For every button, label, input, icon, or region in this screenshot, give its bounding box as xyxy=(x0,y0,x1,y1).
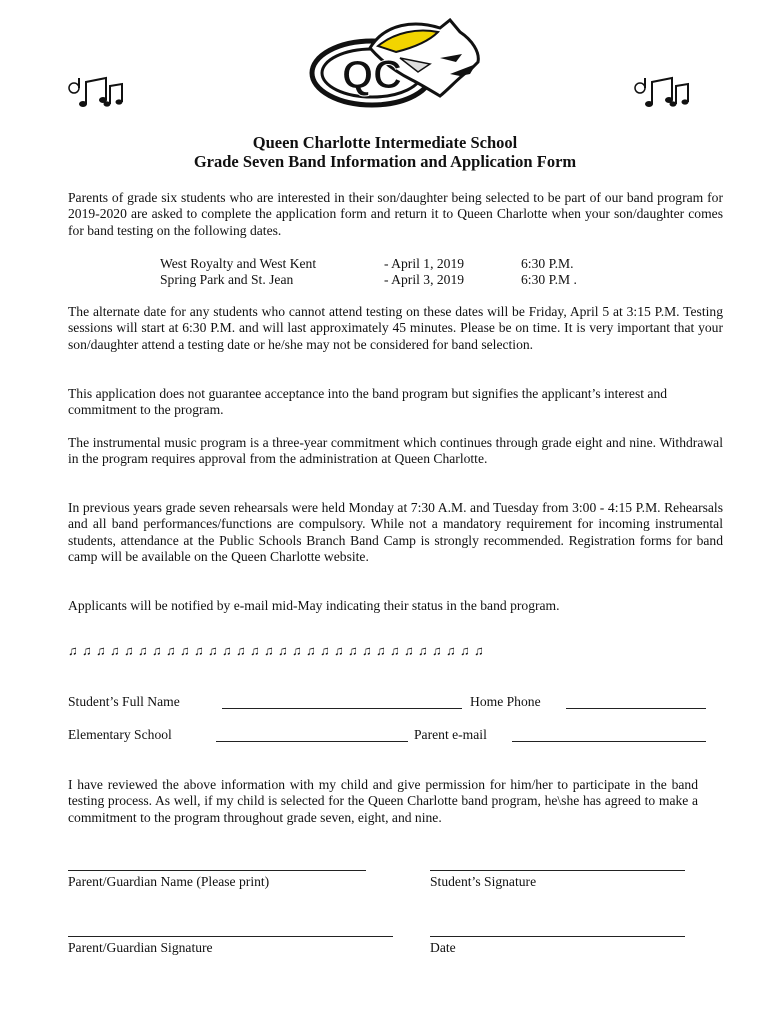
school-logo xyxy=(300,18,485,108)
alternate-date-paragraph: The alternate date for any students who cannot attend testing on these dates will be Friday, April 5 at 3:15 P.M. Testing sessions will start at 6:30 P.M. and will last approximately 45 minutes. Please be on time. It is very important that your son/daughter attend a testing date or he/she may not be considered for band selection. xyxy=(68,304,723,352)
page-subtitle: Grade Seven Band Information and Application Form xyxy=(193,152,577,171)
schedule-row xyxy=(160,256,660,273)
home-phone-label: Home Phone xyxy=(470,694,541,709)
schedule-row xyxy=(160,272,660,289)
intro-paragraph: Parents of grade six students who are interested in their son/daughter being selected to be part of our band program for 2019-2020 are asked to complete the application form and return it to Queen Charlotte when your son/daughter comes for band testing on the following dates. xyxy=(68,190,723,238)
consent-paragraph: I have reviewed the above information with my child and give permission for him/her to participate in the band testing process. As well, if my child is selected for the Queen Charlotte band program, he\she has agreed to make a commitment to the program throughout grade seven, eight, and nine. xyxy=(68,777,698,825)
date-line[interactable] xyxy=(430,936,685,937)
parent-email-field[interactable] xyxy=(512,741,706,742)
student-name-label: Student’s Full Name xyxy=(68,694,180,709)
guarantee-paragraph: This application does not guarantee acceptance into the band program but signifies the applicant’s interest and commitment to the program. xyxy=(68,386,668,418)
wolf-logo-icon xyxy=(300,18,485,108)
elementary-school-label: Elementary School xyxy=(68,727,172,742)
commitment-paragraph: The instrumental music program is a three-year commitment which continues through grade eight and nine. Withdrawal in the program requires approval from the administration at Queen Charlotte. xyxy=(68,435,723,467)
home-phone-field[interactable] xyxy=(566,708,706,709)
student-signature-line[interactable] xyxy=(430,870,685,871)
parent-signature-label: Parent/Guardian Signature xyxy=(68,940,213,955)
schedule-location: West Royalty and West Kent xyxy=(160,256,317,271)
notified-paragraph: Applicants will be notified by e-mail mid-May indicating their status in the band program. xyxy=(68,598,560,613)
music-note-divider: ♫ ♫ ♫ ♫ ♫ ♫ ♫ ♫ ♫ ♫ ♫ ♫ ♫ ♫ ♫ ♫ ♫ ♫ ♫ ♫ ♫ ♫ ♫ ♫ ♫ ♫ ♫ ♫ ♫ ♫ xyxy=(68,643,485,658)
student-name-field[interactable] xyxy=(222,708,462,709)
schedule-time: 6:30 P.M. xyxy=(521,256,574,271)
music-notes-right-icon xyxy=(632,74,690,108)
date-label: Date xyxy=(430,940,456,955)
schedule-date: - April 1, 2019 xyxy=(384,256,465,271)
parent-email-label: Parent e-mail xyxy=(414,727,487,742)
schedule-time: 6:30 P.M . xyxy=(521,272,577,287)
parent-signature-line[interactable] xyxy=(68,936,393,937)
rehearsals-paragraph: In previous years grade seven rehearsals were held Monday at 7:30 A.M. and Tuesday from 3:00 - 4:15 P.M. Rehearsals and all band performances/functions are compulsory. While not a mandatory requirement for incoming instrumental students, attendance at the Public Schools Branch Band Camp is strongly recommended. Registration forms for band camp will be available on the Queen Charlotte website. xyxy=(68,500,723,565)
schedule-location: Spring Park and St. Jean xyxy=(160,272,294,287)
music-notes-left-icon xyxy=(66,74,124,108)
page-title: Queen Charlotte Intermediate School xyxy=(252,133,518,152)
schedule-date: - April 3, 2019 xyxy=(384,272,465,287)
elementary-school-field[interactable] xyxy=(216,741,408,742)
student-signature-label: Student’s Signature xyxy=(430,874,537,889)
parent-name-label: Parent/Guardian Name (Please print) xyxy=(68,874,270,889)
logo-text: QC xyxy=(342,53,402,97)
parent-name-line[interactable] xyxy=(68,870,366,871)
